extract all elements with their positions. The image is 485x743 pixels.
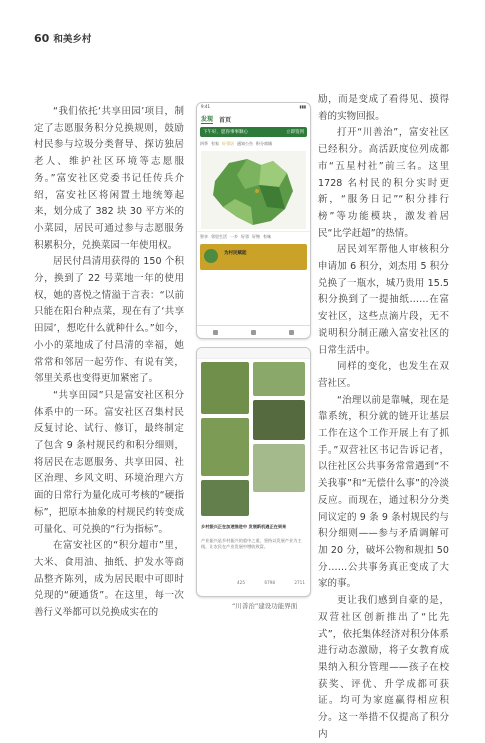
paragraph: 在富安社区的“积分超市”里，大米、食用油、抽纸、护发水等商品整齐陈列，成为居民眼中可即时兑现的“硬通货”。在这里，每一次善行义举都可以兑换成实在的 <box>34 540 184 619</box>
paragraph: “共享田园”只是富安社区积分体系中的一环。富安社区召集村民反复讨论、试行、修订，最终制定了包含 9 条村规民约和积分细则，将居民在志愿服务、共享田园、社区治理、乡风文明、环境治理六方面的日常行为量化成可考核的“硬指标”，把原本抽象的村规民约转变成可量化、可兑换的“行为指标”。 <box>34 389 184 535</box>
post-stats <box>237 580 305 586</box>
grid-icon <box>251 330 256 335</box>
paragraph: 同样的变化，也发生在双营社区。 <box>318 361 449 389</box>
paragraph: 更让我们感到自豪的是，双营社区创新推出了“比先式”，依托集体经济对积分体系进行动态激励，将子女教育成果纳入积分管理——孩子在校获奖、评优、升学成都可获证。均可为家庭赢得相应积分。这一举措不仅提高了积分内 <box>318 595 449 740</box>
photo-garden <box>201 480 249 516</box>
app-screenshot-feed <box>196 347 311 597</box>
photo-field <box>253 362 305 396</box>
app-subtabs: 四季 有家 好邻居 通知公告 积分商城 <box>200 141 272 146</box>
page-number: 60 <box>34 31 50 45</box>
post-excerpt: 产业振兴是乡村振兴的重中之重，坚持以发展产业为主线，让农民在产业发展中增收致富。 <box>201 538 302 549</box>
home-icon <box>213 330 218 335</box>
like-count: 425 <box>237 580 245 585</box>
right-column <box>318 92 449 743</box>
app-top-nav <box>197 113 310 125</box>
paragraph: “治理以前是靠喊，现在是靠系统，积分就的链开让基层工作在这个工作开展上有了抓手。”双营社区书记告诉记者，以往社区公共事务常常遇到“不关我事”和“无偿什么事”的冷淡反应。而现在，通过积分分类同议定的 9 条 9 条村规民约与积分细则——参与矛盾调解可加 20 分，破坏公物和规扣 50 分……公共事务真正变成了大家的事。 <box>318 394 449 590</box>
comment-count: 6798 <box>264 580 275 585</box>
app-screenshot-map <box>196 102 311 339</box>
leaf-icon <box>204 249 218 263</box>
tab-discover: 发现 <box>201 116 214 123</box>
share-count: 2711 <box>294 580 305 585</box>
tab-home: 首页 <box>219 116 232 124</box>
section-title: 和美乡村 <box>53 34 92 45</box>
photo-people <box>201 362 249 414</box>
feed-header <box>197 348 310 359</box>
left-column <box>34 104 184 622</box>
user-icon <box>289 330 294 335</box>
photo-crops <box>253 400 305 440</box>
post-title: 乡村振兴正在加速推进中 发展新机遇正在到来 <box>201 524 287 529</box>
paragraph: 居民付昌清用获得的 150 个积分，换到了 22 号菜地一年的使用权，她的喜悦之情溢于言表：“以前只能在阳台种点菜，现在有了‘共享田园’，想吃什么就种什么。”如今，小小的菜地成了付昌清的幸福，她常常和邻居一起劳作、有说有笑，邻里关系也变得更加紧密了。 <box>34 256 184 385</box>
region-map <box>201 151 306 229</box>
paragraph: 居民刘军帮他人审核积分申请加 6 积分，刘杰用 5 积分兑换了一瓶水，城乃贵用 15.5 积分换到了一提抽纸……在富安社区，这些点滴片段，无不说明积分制正融入富安社区的日常生活中。 <box>318 244 449 356</box>
paragraph: 打开“川善治”，富安社区已经积分。高活跃度位列成都市“五星村社”前三名。这里 1728 名村民的积分实时更新，“服务日记”“积分排行榜”等功能模块，激发着居民“比学赶超”的热情。 <box>318 127 449 239</box>
figure-caption: “川善治”建设功能界面 <box>232 602 298 610</box>
greeting-banner: 下午好，愿你事事顺心 立即签到 <box>200 127 307 137</box>
page-header <box>34 30 91 46</box>
category-row: 智享 邻里生活 一乡 好邻 好物 有味 <box>197 231 310 242</box>
photo-village <box>253 444 305 492</box>
status-bar: 9:41 ▮▮▮ <box>201 104 306 109</box>
paragraph: “我们依托‘共享田园’项目，制定了志愿服务积分兑换规则，鼓励村民参与垃圾分类督导、探访独居老人、维护社区环境等志愿服务。”富安社区党委书记任传兵介绍，富安社区将闲置土地统筹起来，划分成了 382 块 30 平方米的小菜园，居民可通过参与志愿服务积累积分，兑换菜园一年使用权。 <box>34 106 184 251</box>
photo-work <box>201 418 249 476</box>
promo-card: 为村民赋能 <box>200 244 307 270</box>
paragraph: 励，而是变成了看得见、摸得着的实物回报。 <box>318 94 449 122</box>
app-bottom-nav <box>197 325 310 338</box>
